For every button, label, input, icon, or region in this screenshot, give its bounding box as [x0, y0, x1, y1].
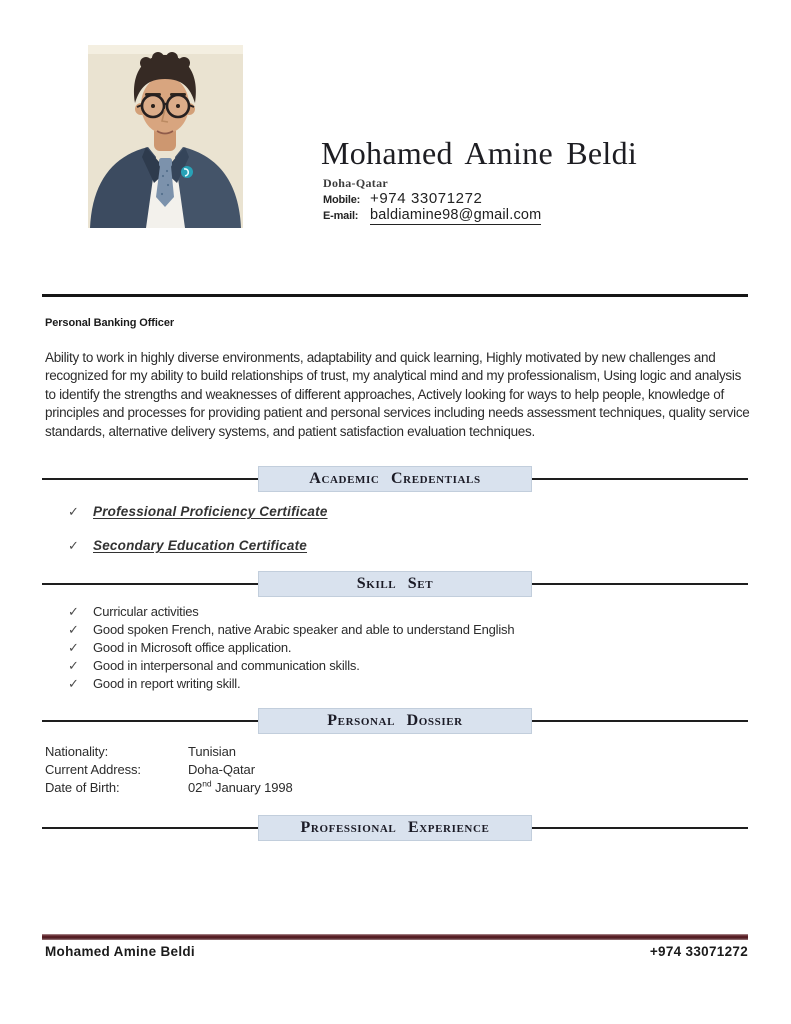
section-title-academic: Academic Credentials [258, 466, 532, 492]
footer-phone: +974 33071272 [649, 944, 748, 959]
birth-day: 02 [188, 780, 203, 795]
certificate-text: Secondary Education Certificate [93, 538, 308, 553]
table-row [45, 762, 293, 780]
summary-paragraph: Ability to work in highly diverse environments, adaptability and quick learning, Highly motivated by new challenges and recognized for my ability to build relationships of trust, my analytical mind and my professionalism, Using logic and analysis to identify the strengths and weaknesses of different approaches, Actively looking for ways to help people, knowledge of principles and processes for providing patient and personal services including needs assessment techniques, quality service standards, alternative delivery systems, and patient satisfaction evaluation techniques. [45, 350, 750, 439]
section-line-right [532, 583, 748, 585]
check-icon: ✓ [68, 676, 79, 691]
section-line-left [42, 827, 258, 829]
check-icon: ✓ [68, 504, 79, 519]
job-title: Personal Banking Officer [45, 317, 175, 329]
dossier-value: Doha-Qatar [188, 762, 255, 777]
section-header-experience [42, 815, 748, 841]
skill-text: Good in Microsoft office application. [93, 640, 292, 655]
section-title-dossier: Personal Dossier [258, 708, 532, 734]
top-divider-rule [42, 294, 748, 297]
check-icon: ✓ [68, 622, 79, 637]
skill-text: Curricular activities [93, 604, 199, 619]
list-item [68, 640, 514, 658]
section-title-skills: Skill Set [258, 571, 532, 597]
list-item [68, 676, 514, 694]
list-item [68, 538, 328, 572]
section-line-right [532, 827, 748, 829]
section-line-right [532, 478, 748, 480]
skill-text: Good in interpersonal and communication skills. [93, 658, 360, 673]
list-item [68, 658, 514, 676]
dossier-value: Tunisian [188, 744, 236, 759]
section-line-right [532, 720, 748, 722]
section-line-left [42, 478, 258, 480]
ordinal-suffix: nd [202, 778, 212, 789]
list-item [68, 622, 514, 640]
certificate-text: Professional Proficiency Certificate [93, 504, 328, 519]
check-icon: ✓ [68, 538, 79, 553]
dossier-table [45, 744, 293, 798]
section-header-academic [42, 466, 748, 492]
mobile-row [323, 190, 483, 207]
person-name: Mohamed Amine Beldi [321, 135, 638, 171]
mobile-number: +974 33071272 [370, 190, 483, 207]
list-item [68, 604, 514, 622]
table-row [45, 780, 293, 798]
section-header-dossier [42, 708, 748, 734]
email-link[interactable]: baldiamine98@gmail.com [370, 207, 542, 223]
birth-month-year: January 1998 [211, 780, 293, 795]
dossier-label: Date of Birth: [45, 780, 120, 795]
dossier-value [188, 780, 293, 798]
profile-photo [88, 45, 243, 228]
footer-name: Mohamed Amine Beldi [45, 944, 195, 959]
email-row [323, 207, 541, 225]
section-title-experience: Professional Experience [258, 815, 532, 841]
dossier-label: Current Address: [45, 762, 141, 777]
dossier-label: Nationality: [45, 744, 109, 759]
section-line-left [42, 720, 258, 722]
check-icon: ✓ [68, 604, 79, 619]
portrait-illustration [88, 45, 243, 228]
list-item [68, 504, 328, 538]
check-icon: ✓ [68, 658, 79, 673]
skill-text: Good spoken French, native Arabic speaker and able to understand English [93, 622, 515, 637]
page-footer [45, 944, 748, 959]
mobile-label: Mobile: [323, 194, 361, 206]
skills-list [68, 604, 514, 694]
section-header-skills [42, 571, 748, 597]
footer-accent-bar [42, 934, 748, 940]
skill-text: Good in report writing skill. [93, 676, 241, 691]
check-icon: ✓ [68, 640, 79, 655]
academic-list [68, 504, 328, 572]
email-label: E-mail: [323, 210, 359, 222]
table-row [45, 744, 293, 762]
section-line-left [42, 583, 258, 585]
location-text: Doha-Qatar [323, 176, 388, 190]
